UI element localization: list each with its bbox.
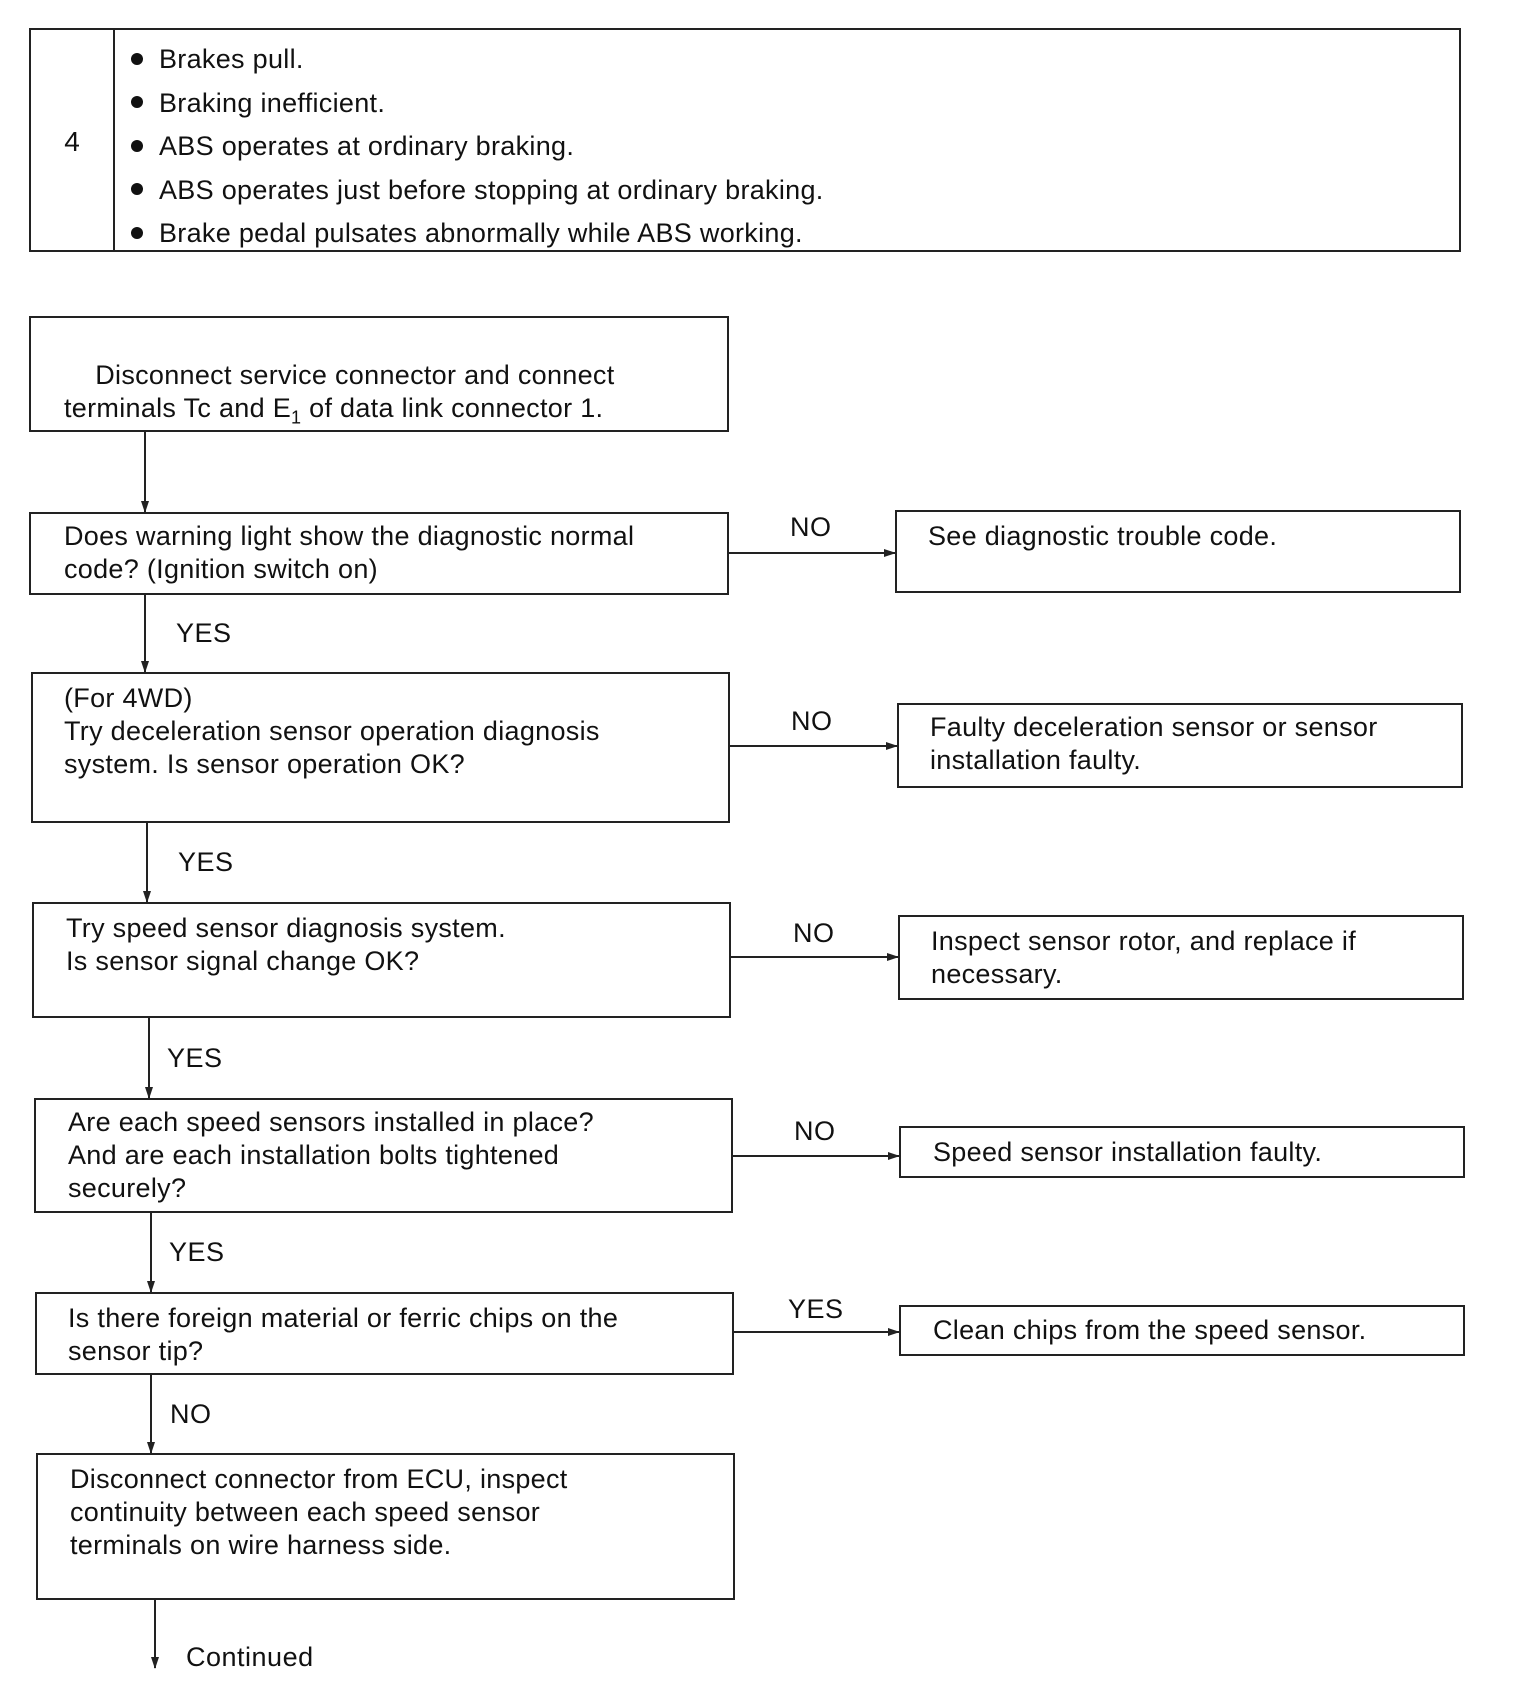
- symptom-item: ABS operates just before stopping at ordinary braking.: [131, 169, 824, 213]
- step6-result-text: Clean chips from the speed sensor.: [933, 1315, 1367, 1345]
- no-label-1: NO: [170, 1399, 212, 1429]
- step3-branch-label: NO: [791, 706, 833, 736]
- symptom-item: ABS operates at ordinary braking.: [131, 125, 824, 169]
- step6-branch-label: YES: [788, 1294, 844, 1324]
- step3-result-text: Faulty deceleration sensor or sensor installation faulty.: [930, 712, 1378, 775]
- step4-text: Try speed sensor diagnosis system. Is sensor signal change OK?: [66, 913, 506, 976]
- step1-text: Disconnect service connector and connect terminals Tc and $E_1$ of data link connector 1.: [64, 360, 615, 428]
- step7-box: [36, 1453, 735, 1600]
- step3-box: [31, 672, 730, 823]
- step6-result-box: [899, 1305, 1465, 1356]
- step5-result-box: [899, 1126, 1465, 1178]
- continued-label: Continued: [186, 1642, 314, 1672]
- step6-box: [35, 1292, 734, 1375]
- step4-box: [32, 902, 731, 1018]
- step4-result-box: [898, 915, 1464, 1000]
- step5-branch-label: NO: [794, 1116, 836, 1146]
- symptom-item: Braking inefficient.: [131, 82, 824, 126]
- symptom-number: 4: [64, 126, 80, 157]
- step5-box: [34, 1098, 733, 1213]
- step4-result-text: Inspect sensor rotor, and replace if necessary.: [931, 926, 1357, 989]
- yes-label-4: YES: [169, 1237, 225, 1267]
- symptom-item: Brakes pull.: [131, 38, 824, 82]
- step2-text: Does warning light show the diagnostic normal code? (Ignition switch on): [64, 521, 635, 584]
- step5-text: Are each speed sensors installed in place? And are each installation bolts tightened securely?: [68, 1107, 594, 1203]
- step6-text: Is there foreign material or ferric chips on the sensor tip?: [68, 1303, 619, 1366]
- step4-branch-label: NO: [793, 918, 835, 948]
- step1-box: [29, 316, 729, 432]
- yes-label-3: YES: [167, 1043, 223, 1073]
- step2-result-box: [895, 510, 1461, 593]
- step2-result-text: See diagnostic trouble code.: [928, 521, 1278, 551]
- symptom-item: Brake pedal pulsates abnormally while ABS working.: [131, 212, 824, 256]
- yes-label-2: YES: [178, 847, 234, 877]
- step2-box: [29, 512, 729, 595]
- step5-result-text: Speed sensor installation faulty.: [933, 1137, 1323, 1167]
- step2-branch-label: NO: [790, 512, 832, 542]
- step7-text: Disconnect connector from ECU, inspect continuity between each speed sensor terminals on wire harness side.: [70, 1464, 568, 1560]
- step3-text: (For 4WD) Try deceleration sensor operation diagnosis system. Is sensor operation OK?: [64, 683, 600, 779]
- step3-result-box: [897, 703, 1463, 788]
- yes-label-1: YES: [176, 618, 232, 648]
